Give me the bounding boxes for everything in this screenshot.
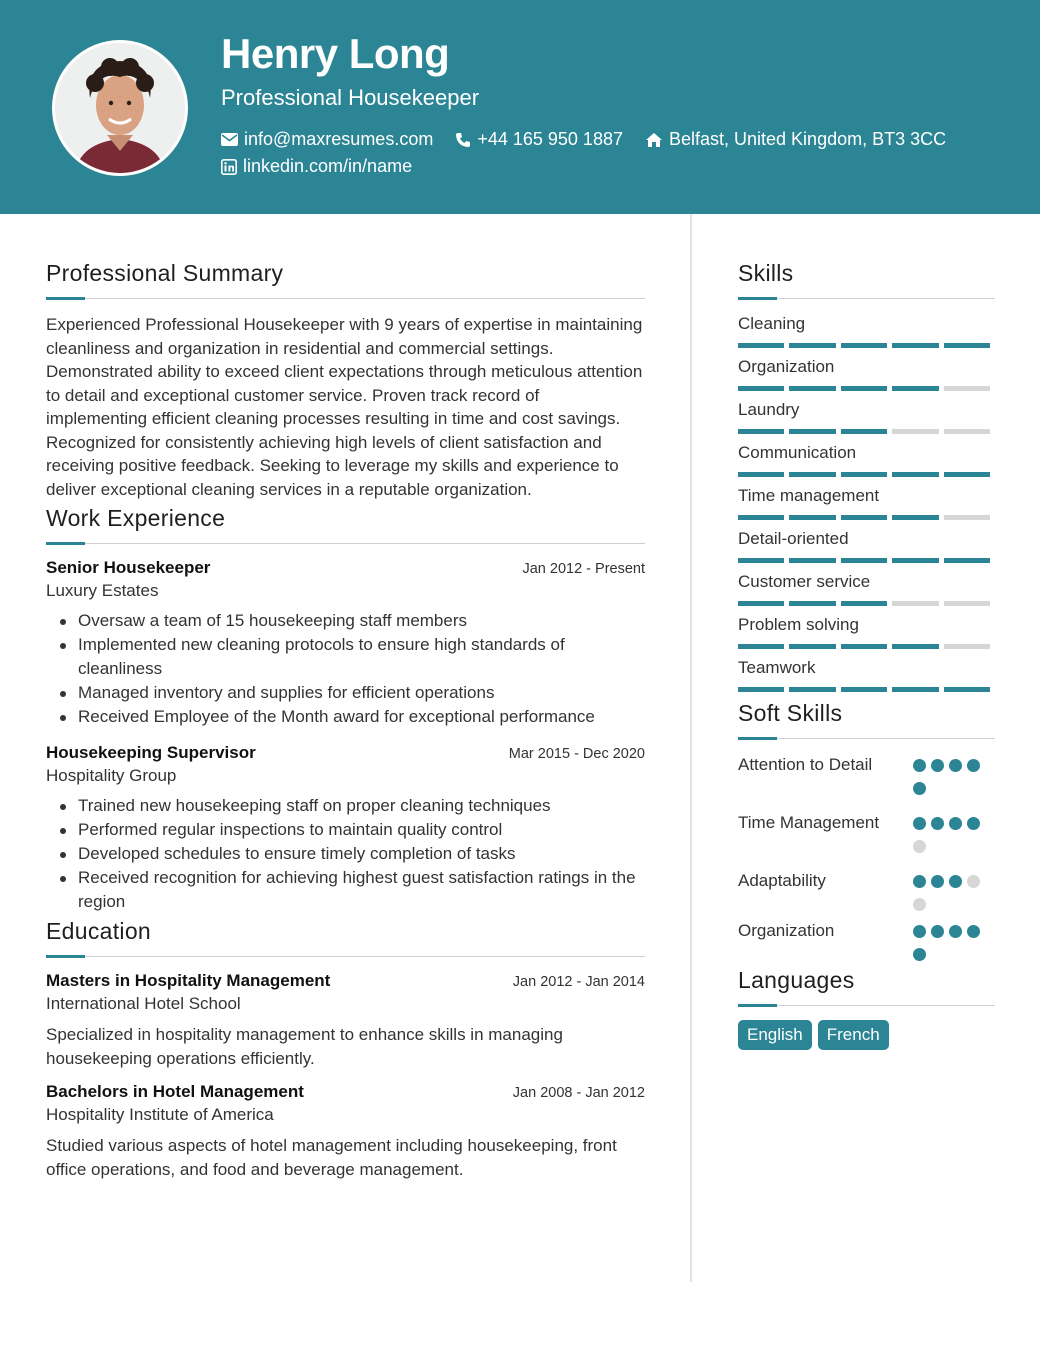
job-company: Hospitality Group xyxy=(46,766,177,785)
skill-bar-filled xyxy=(892,343,938,348)
skill-bar-filled xyxy=(892,515,938,520)
skill-bar-filled xyxy=(944,687,990,692)
bullet-item: Managed inventory and supplies for efficient operations xyxy=(78,681,645,705)
language-tag: French xyxy=(818,1020,889,1050)
rating-dot-filled xyxy=(967,759,980,772)
skills-title: Skills xyxy=(738,260,794,286)
main-column xyxy=(46,258,645,1191)
skill-item xyxy=(738,356,995,399)
soft-skill-item xyxy=(738,753,995,805)
skill-item xyxy=(738,657,995,700)
profile-photo xyxy=(52,40,188,176)
skill-name: Problem solving xyxy=(738,615,859,634)
skill-bar-filled xyxy=(841,343,887,348)
skill-item xyxy=(738,485,995,528)
job-date: Jan 2012 - Present xyxy=(522,561,645,577)
soft-skills-list xyxy=(738,753,995,971)
soft-skill-dots xyxy=(913,811,995,863)
skill-item xyxy=(738,614,995,657)
skill-level-bars xyxy=(738,601,995,606)
experience-section xyxy=(46,503,645,914)
skill-level-bars xyxy=(738,644,995,649)
rating-dot-filled xyxy=(931,759,944,772)
skill-bar-filled xyxy=(892,472,938,477)
contact-row-2 xyxy=(221,156,434,177)
skill-bar-filled xyxy=(789,558,835,563)
address-text: Belfast, United Kingdom, BT3 3CC xyxy=(668,129,947,149)
section-rule xyxy=(46,955,645,959)
education-section xyxy=(46,916,645,1181)
skill-item xyxy=(738,528,995,571)
rating-dot-filled xyxy=(931,817,944,830)
skill-bar-empty xyxy=(944,515,990,520)
skill-bar-filled xyxy=(944,472,990,477)
job-bullets xyxy=(46,609,645,729)
contact-phone[interactable] xyxy=(455,129,623,150)
skill-level-bars xyxy=(738,472,995,477)
soft-skill-item xyxy=(738,811,995,863)
rating-dot-filled xyxy=(913,782,926,795)
skill-bar-filled xyxy=(789,472,835,477)
rating-dot-filled xyxy=(967,817,980,830)
rating-dot-filled xyxy=(967,925,980,938)
skill-name: Laundry xyxy=(738,400,800,419)
home-icon xyxy=(645,132,663,148)
skill-name: Organization xyxy=(738,357,835,376)
skill-bar-filled xyxy=(841,515,887,520)
school-name: Hospitality Institute of America xyxy=(46,1105,274,1124)
languages-list xyxy=(738,1020,995,1050)
skill-bar-filled xyxy=(841,558,887,563)
skill-bar-empty xyxy=(892,429,938,434)
bullet-item: Trained new housekeeping staff on proper cleaning techniques xyxy=(78,794,645,818)
skill-bar-filled xyxy=(789,601,835,606)
skill-bar-filled xyxy=(892,558,938,563)
soft-skills-title: Soft Skills xyxy=(738,700,843,726)
languages-section xyxy=(738,965,995,1050)
phone-text: +44 165 950 1887 xyxy=(477,129,623,149)
language-tag: English xyxy=(738,1020,812,1050)
bullet-item: Received recognition for achieving highest guest satisfaction ratings in the region xyxy=(78,866,645,914)
avatar-illustration xyxy=(55,43,185,173)
skill-bar-filled xyxy=(738,472,784,477)
skill-bar-filled xyxy=(789,343,835,348)
rating-dot-filled xyxy=(913,948,926,961)
skill-item xyxy=(738,442,995,485)
languages-title: Languages xyxy=(738,967,855,993)
skill-level-bars xyxy=(738,687,995,692)
skill-bar-filled xyxy=(738,429,784,434)
skill-bar-filled xyxy=(789,429,835,434)
section-rule xyxy=(738,737,995,741)
summary-section xyxy=(46,258,645,501)
skill-bar-filled xyxy=(789,386,835,391)
skill-bar-filled xyxy=(892,644,938,649)
rating-dot-filled xyxy=(913,875,926,888)
section-rule xyxy=(46,297,645,301)
soft-skill-name: Time Management xyxy=(738,813,880,832)
rating-dot-empty xyxy=(913,898,926,911)
rating-dot-filled xyxy=(949,817,962,830)
skill-name: Customer service xyxy=(738,572,871,591)
soft-skill-dots xyxy=(913,753,995,805)
skill-level-bars xyxy=(738,429,995,434)
skill-bar-filled xyxy=(944,558,990,563)
soft-skills-section xyxy=(738,698,995,971)
skill-bar-filled xyxy=(738,386,784,391)
skill-level-bars xyxy=(738,343,995,348)
contact-email[interactable] xyxy=(221,129,433,150)
summary-title: Professional Summary xyxy=(46,260,284,286)
school-name: International Hotel School xyxy=(46,994,241,1013)
candidate-title: Professional Housekeeper xyxy=(221,85,480,110)
skill-name: Detail-oriented xyxy=(738,529,849,548)
job-date: Mar 2015 - Dec 2020 xyxy=(508,746,645,762)
education-entry xyxy=(46,971,645,1070)
education-title: Education xyxy=(46,918,151,944)
skill-bar-filled xyxy=(738,601,784,606)
soft-skill-name: Adaptability xyxy=(738,871,826,890)
skill-name: Teamwork xyxy=(738,658,816,677)
skill-bar-filled xyxy=(841,687,887,692)
skill-bar-filled xyxy=(841,386,887,391)
contact-row xyxy=(221,129,968,150)
education-date: Jan 2012 - Jan 2014 xyxy=(512,974,645,990)
section-rule xyxy=(738,297,995,301)
skill-level-bars xyxy=(738,558,995,563)
degree-name: Bachelors in Hotel Management xyxy=(46,1082,304,1101)
linkedin-text: linkedin.com/in/name xyxy=(243,156,413,176)
sidebar-column xyxy=(738,258,995,1050)
rating-dot-filled xyxy=(913,759,926,772)
skill-bar-filled xyxy=(841,429,887,434)
education-date: Jan 2008 - Jan 2012 xyxy=(512,1085,645,1101)
bullet-item: Received Employee of the Month award for exceptional performance xyxy=(78,705,645,729)
job-role: Senior Housekeeper xyxy=(46,558,211,577)
linkedin-icon xyxy=(221,159,237,175)
bullet-item: Performed regular inspections to maintain quality control xyxy=(78,818,645,842)
bullet-item: Oversaw a team of 15 housekeeping staff members xyxy=(78,609,645,633)
skills-list xyxy=(738,313,995,700)
summary-text: Experienced Professional Housekeeper with 9 years of expertise in maintaining cleanliness and organization in residential and commercial settings. Demonstrated ability to exceed client expectations through meticulous attention to detail and exceptional customer service. Proven track record of implementing efficient cleaning processes resulting in time and cost savings. Recognized for consistently achieving high levels of client satisfaction and receiving positive feedback. Seeking to leverage my skills and experience to deliver exceptional cleaning services in a reputable organization. xyxy=(46,315,643,499)
rating-dot-filled xyxy=(913,925,926,938)
skill-bar-filled xyxy=(789,687,835,692)
job-bullets xyxy=(46,794,645,914)
soft-skill-name: Organization xyxy=(738,921,835,940)
skill-name: Time management xyxy=(738,486,880,505)
bullet-item: Developed schedules to ensure timely completion of tasks xyxy=(78,842,645,866)
experience-title: Work Experience xyxy=(46,505,226,531)
rating-dot-filled xyxy=(931,875,944,888)
skill-bar-filled xyxy=(738,343,784,348)
skill-bar-filled xyxy=(738,687,784,692)
skills-section xyxy=(738,258,995,700)
skill-bar-empty xyxy=(944,601,990,606)
email-text: info@maxresumes.com xyxy=(244,129,434,149)
envelope-icon xyxy=(221,133,238,146)
soft-skill-dots xyxy=(913,919,995,971)
skill-bar-filled xyxy=(944,343,990,348)
section-rule xyxy=(46,542,645,546)
education-entry xyxy=(46,1082,645,1181)
section-rule xyxy=(738,1004,995,1008)
phone-icon xyxy=(455,132,471,148)
soft-skill-name: Attention to Detail xyxy=(738,755,873,774)
rating-dot-filled xyxy=(931,925,944,938)
skill-level-bars xyxy=(738,386,995,391)
skill-bar-filled xyxy=(789,515,835,520)
candidate-name: Henry Long xyxy=(221,30,450,77)
skill-item xyxy=(738,571,995,614)
education-desc: Studied various aspects of hotel management including housekeeping, front office operations, and food and beverage management. xyxy=(46,1136,617,1179)
job-entry xyxy=(46,558,645,729)
skill-bar-filled xyxy=(841,601,887,606)
job-company: Luxury Estates xyxy=(46,581,159,600)
skill-bar-filled xyxy=(892,386,938,391)
soft-skill-item xyxy=(738,869,995,921)
skill-name: Communication xyxy=(738,443,857,462)
rating-dot-filled xyxy=(949,759,962,772)
contact-linkedin[interactable] xyxy=(221,156,412,177)
bullet-item: Implemented new cleaning protocols to ensure high standards of cleanliness xyxy=(78,633,645,681)
skill-bar-filled xyxy=(738,515,784,520)
skill-bar-filled xyxy=(738,558,784,563)
soft-skill-dots xyxy=(913,869,995,921)
skill-bar-filled xyxy=(841,644,887,649)
resume-header xyxy=(0,0,1040,214)
job-role: Housekeeping Supervisor xyxy=(46,743,256,762)
skill-item xyxy=(738,399,995,442)
job-entry xyxy=(46,743,645,914)
contact-address xyxy=(645,129,946,150)
education-desc: Specialized in hospitality management to enhance skills in managing housekeeping operations efficiently. xyxy=(46,1025,563,1068)
rating-dot-empty xyxy=(967,875,980,888)
skill-bar-empty xyxy=(944,386,990,391)
rating-dot-filled xyxy=(949,875,962,888)
degree-name: Masters in Hospitality Management xyxy=(46,971,331,990)
skill-item xyxy=(738,313,995,356)
skill-bar-filled xyxy=(738,644,784,649)
skill-bar-empty xyxy=(944,644,990,649)
soft-skill-item xyxy=(738,919,995,971)
skill-name: Cleaning xyxy=(738,314,806,333)
skill-bar-filled xyxy=(892,687,938,692)
skill-bar-filled xyxy=(841,472,887,477)
rating-dot-empty xyxy=(913,840,926,853)
column-divider xyxy=(690,214,692,1282)
skill-bar-filled xyxy=(789,644,835,649)
skill-bar-empty xyxy=(892,601,938,606)
skill-bar-empty xyxy=(944,429,990,434)
rating-dot-filled xyxy=(913,817,926,830)
skill-level-bars xyxy=(738,515,995,520)
rating-dot-filled xyxy=(949,925,962,938)
